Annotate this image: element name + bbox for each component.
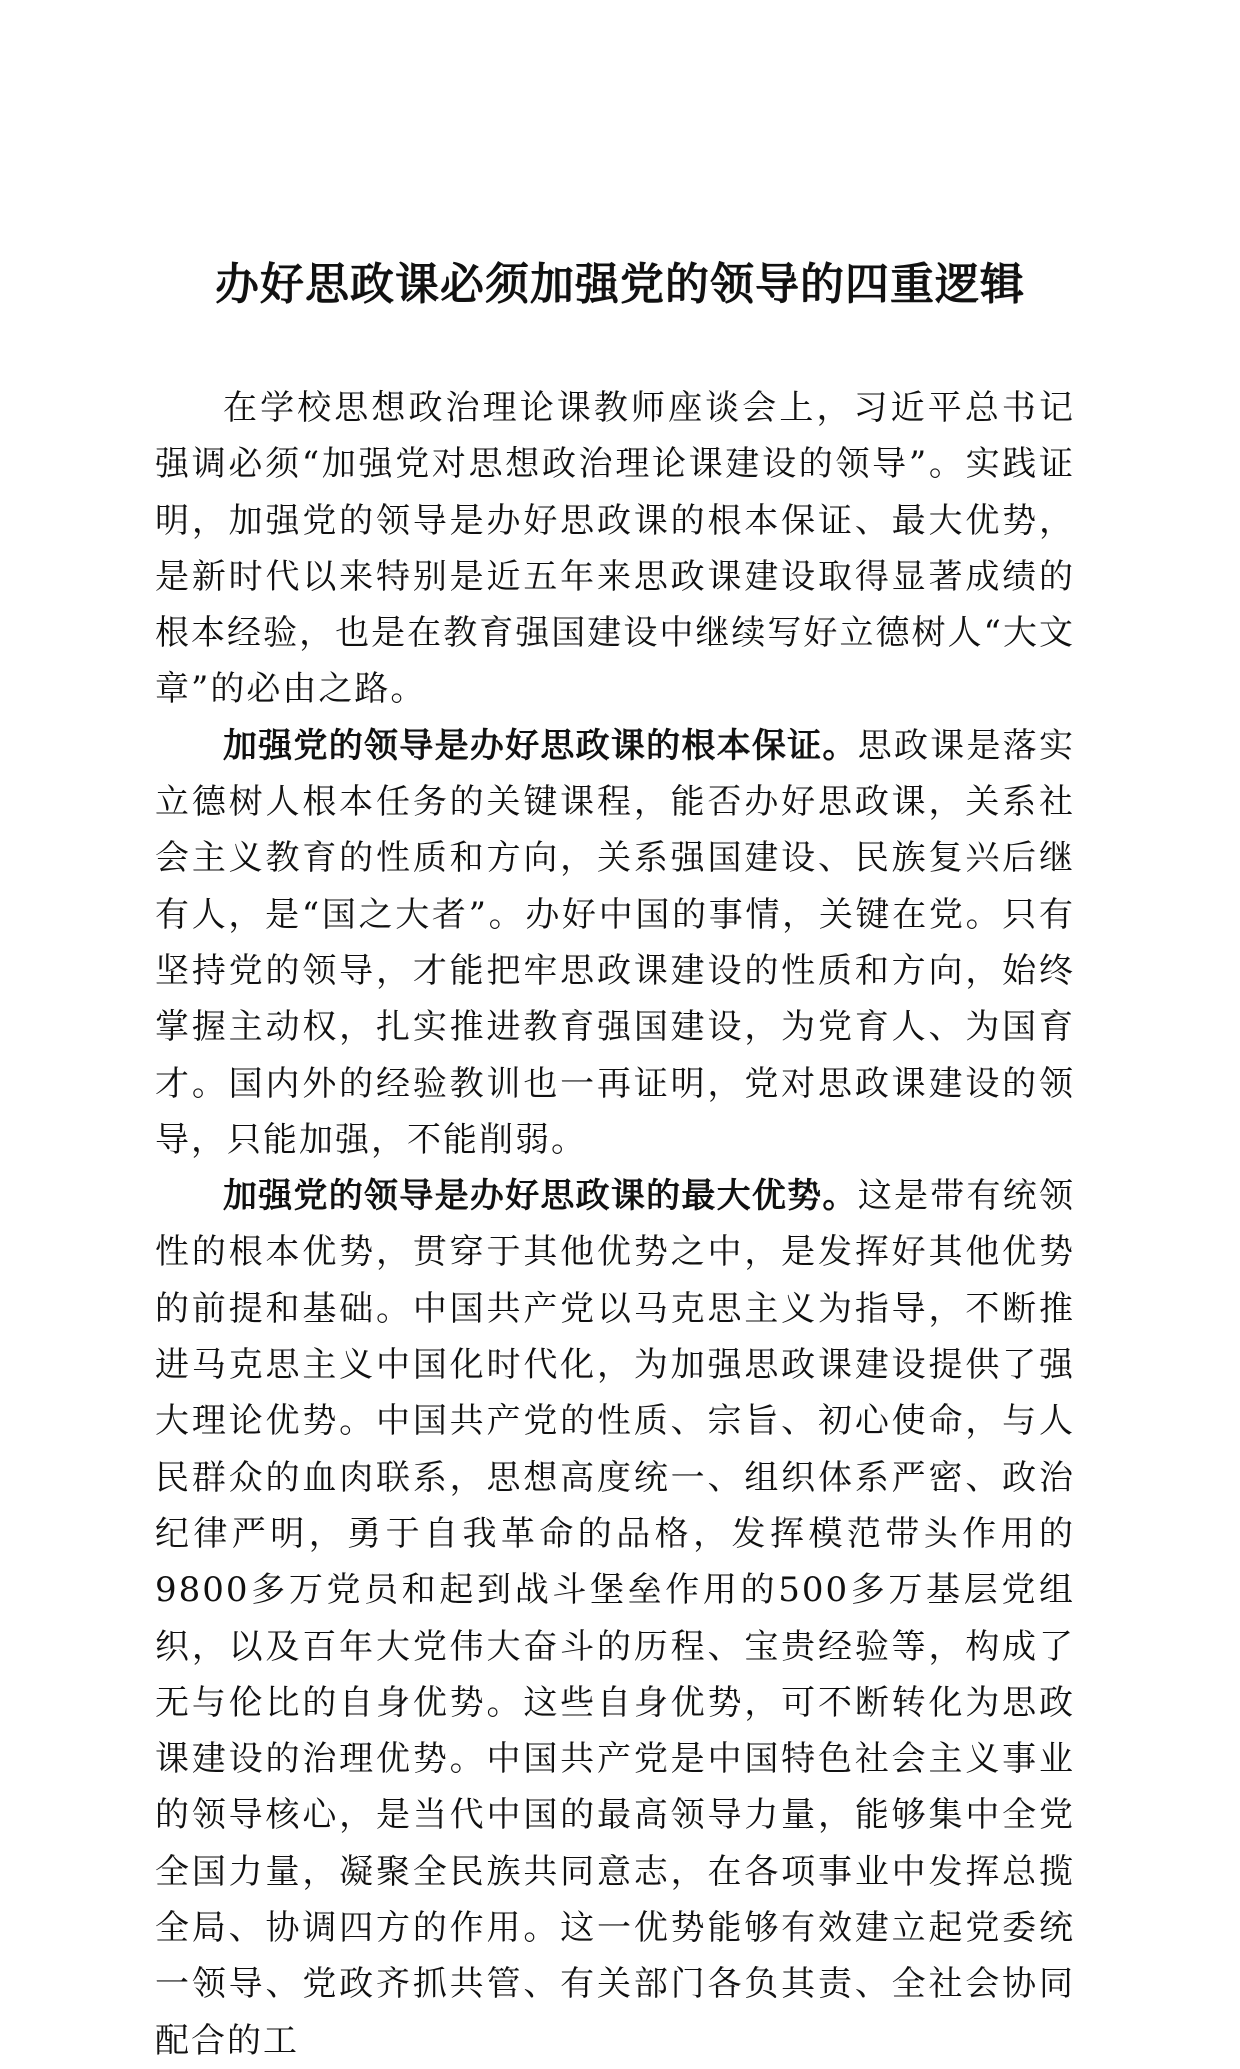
- paragraph-lead-heading: 加强党的领导是办好思政课的最大优势。: [223, 1176, 858, 1217]
- paragraph-intro: [155, 380, 1075, 718]
- paragraph-fundamental-guarantee: [155, 718, 1075, 1168]
- paragraph-greatest-advantage: [155, 1168, 1075, 2069]
- paragraph-text: 思政课是落实立德树人根本任务的关键课程，能否办好思政课，关系社会主义教育的性质和方向，关系强国建设、民族复兴后继有人，是“国之大者”。办好中国的事情，关键在党。只有坚持党的领导，才能把牢思政课建设的性质和方向，始终掌握主动权，扎实推进教育强国建设，为党育人、为国育才。国内外的经验教训也一再证明，党对思政课建设的领导，只能加强，不能削弱。: [155, 725, 1076, 1160]
- document-body: [155, 380, 1075, 2069]
- paragraph-text: 这是带有统领性的根本优势，贯穿于其他优势之中，是发挥好其他优势的前提和基础。中国共产党以马克思主义为指导，不断推进马克思主义中国化时代化，为加强思政课建设提供了强大理论优势。中国共产党的性质、宗旨、初心使命，与人民群众的血肉联系，思想高度统一、组织体系严密、政治纪律严明，勇于自我革命的品格，发挥模范带头作用的9800多万党员和起到战斗堡垒作用的500多万基层党组织，以及百年大党伟大奋斗的历程、宝贵经验等，构成了无与伦比的自身优势。这些自身优势，可不断转化为思政课建设的治理优势。中国共产党是中国特色社会主义事业的领导核心，是当代中国的最高领导力量，能够集中全党全国力量，凝聚全民族共同意志，在各项事业中发挥总揽全局、协调四方的作用。这一优势能够有效建立起党委统一领导、党政齐抓共管、有关部门各负其责、全社会协同配合的工: [155, 1176, 1076, 2061]
- document-title: 办好思政课必须加强党的领导的四重逻辑: [215, 259, 1025, 310]
- paragraph-text: 在学校思想政治理论课教师座谈会上，习近平总书记强调必须“加强党对思想政治理论课建设的领导”。实践证明，加强党的领导是办好思政课的根本保证、最大优势，是新时代以来特别是近五年来思政课建设取得显著成绩的根本经验，也是在教育强国建设中继续写好立德树人“大文章”的必由之路。: [155, 388, 1075, 710]
- paragraph-lead-heading: 加强党的领导是办好思政课的根本保证。: [223, 725, 858, 766]
